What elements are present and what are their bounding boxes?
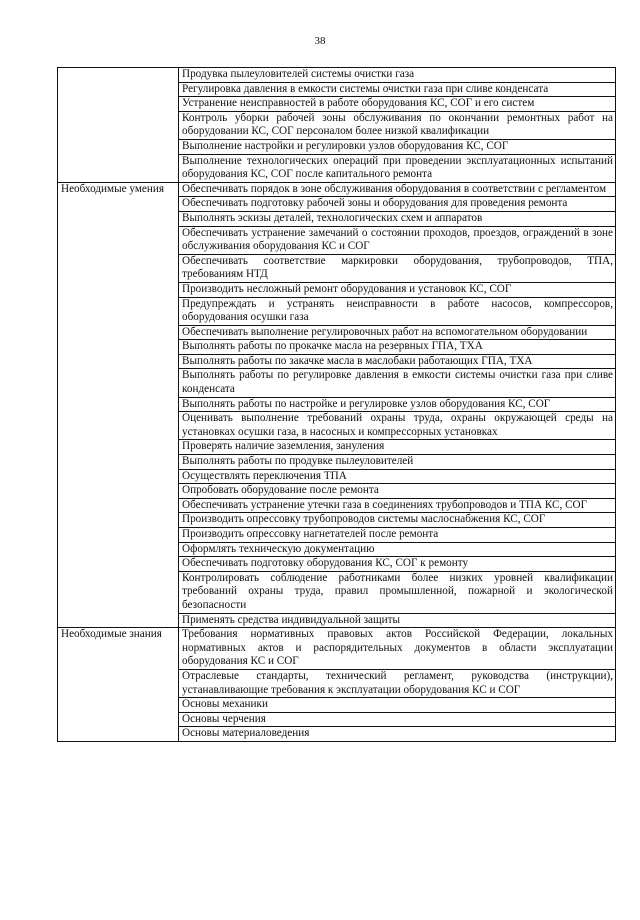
table-cell: Проверять наличие заземления, зануления xyxy=(179,440,616,455)
table-cell: Отраслевые стандарты, технический регламент, руководства (инструкции), устанавливающие требования к эксплуатации оборудования КС и СОГ xyxy=(179,669,616,697)
table-cell: Обеспечивать подготовку оборудования КС, СОГ к ремонту xyxy=(179,557,616,572)
table-cell: Осуществлять переключения ТПА xyxy=(179,469,616,484)
table-cell: Продувка пылеуловителей системы очистки газа xyxy=(179,68,616,83)
section-heading xyxy=(58,68,179,183)
table-cell: Оформлять техническую документацию xyxy=(179,542,616,557)
table-cell: Обеспечивать порядок в зоне обслуживания оборудования в соответствии с регламентом xyxy=(179,182,616,197)
table-cell: Производить несложный ремонт оборудования и установок КС, СОГ xyxy=(179,282,616,297)
table-cell: Выполнять работы по продувке пылеуловителей xyxy=(179,455,616,470)
table-cell: Выполнять работы по настройке и регулировке узлов оборудования КС, СОГ xyxy=(179,397,616,412)
table-row xyxy=(58,182,616,197)
table-row xyxy=(58,68,616,83)
page-number: 38 xyxy=(314,35,326,47)
table-cell: Устранение неисправностей в работе оборудования КС, СОГ и его систем xyxy=(179,97,616,112)
table-cell: Выполнение технологических операций при проведении эксплуатационных испытаний оборудования КС, СОГ после капитального ремонта xyxy=(179,154,616,182)
section-heading: Необходимые знания xyxy=(58,628,179,742)
table-cell: Обеспечивать устранение утечки газа в соединениях трубопроводов и ТПА КС, СОГ xyxy=(179,498,616,513)
requirements-table xyxy=(57,67,616,742)
table-cell: Выполнение настройки и регулировки узлов оборудования КС, СОГ xyxy=(179,139,616,154)
table-cell: Оценивать выполнение требований охраны труда, охраны окружающей среды на установках осушки газа, в насосных и компрессорных установках xyxy=(179,412,616,440)
table-cell: Применять средства индивидуальной защиты xyxy=(179,613,616,628)
table-cell: Выполнять работы по закачке масла в маслобаки работающих ГПА, ТХА xyxy=(179,354,616,369)
table-cell: Производить опрессовку нагнетателей после ремонта xyxy=(179,528,616,543)
table-cell: Опробовать оборудование после ремонта xyxy=(179,484,616,499)
table-cell: Обеспечивать устранение замечаний о состоянии проходов, проездов, ограждений в зоне обслуживания оборудования КС и СОГ xyxy=(179,226,616,254)
table-cell: Предупреждать и устранять неисправности в работе насосов, компрессоров, оборудования осушки газа xyxy=(179,297,616,325)
table-cell: Обеспечивать выполнение регулировочных работ на вспомогательном оборудовании xyxy=(179,325,616,340)
table-cell: Основы материаловедения xyxy=(179,727,616,742)
table-cell: Производить опрессовку трубопроводов системы маслоснабжения КС, СОГ xyxy=(179,513,616,528)
table-cell: Требования нормативных правовых актов Российской Федерации, локальных нормативных актов и распорядительных документов в области эксплуатации оборудования КС и СОГ xyxy=(179,628,616,670)
table-cell: Основы механики xyxy=(179,698,616,713)
table-cell: Основы черчения xyxy=(179,712,616,727)
table-cell: Выполнять эскизы деталей, технологических схем и аппаратов xyxy=(179,211,616,226)
table-cell: Выполнять работы по регулировке давления в емкости системы очистки газа при сливе конденсата xyxy=(179,369,616,397)
table-cell: Контролировать соблюдение работниками более низких уровней квалификации требований охраны труда, правил промышленной, пожарной и экологической безопасности xyxy=(179,571,616,613)
table-cell: Регулировка давления в емкости системы очистки газа при сливе конденсата xyxy=(179,82,616,97)
table-cell: Контроль уборки рабочей зоны обслуживания по окончании ремонтных работ на оборудовании КС, СОГ персоналом более низкой квалификации xyxy=(179,111,616,139)
table-cell: Выполнять работы по прокачке масла на резервных ГПА, ТХА xyxy=(179,340,616,355)
table-row xyxy=(58,628,616,670)
table-cell: Обеспечивать соответствие маркировки оборудования, трубопроводов, ТПА, требованиям НТД xyxy=(179,254,616,282)
table-cell: Обеспечивать подготовку рабочей зоны и оборудования для проведения ремонта xyxy=(179,197,616,212)
section-heading: Необходимые умения xyxy=(58,182,179,627)
